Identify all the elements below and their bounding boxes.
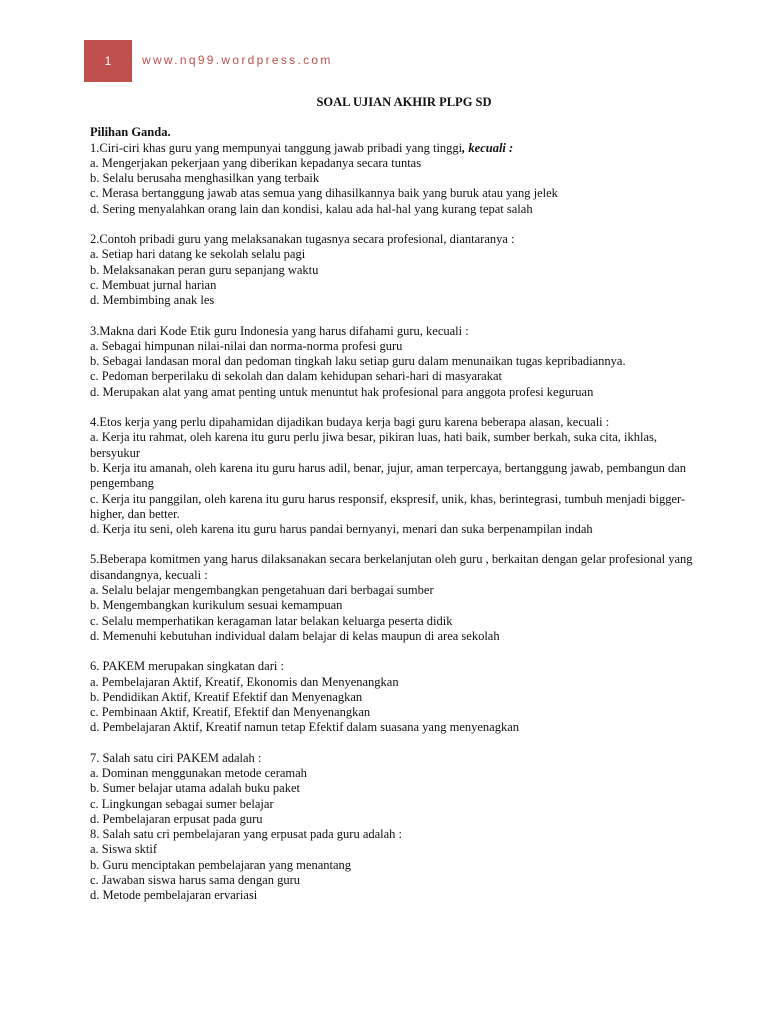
option-a: a. Mengerjakan pekerjaan yang diberikan kepadanya secara tuntas <box>90 155 422 170</box>
site-url[interactable]: www.nq99.wordpress.com <box>142 53 333 67</box>
question-8 <box>90 827 694 903</box>
option-d: d. Metode pembelajaran ervariasi <box>90 888 258 903</box>
option-d: d. Sering menyalahkan orang lain dan kondisi, kalau ada hal-hal yang kurang tepat salah <box>90 201 533 216</box>
question-stem: 2.Contoh pribadi guru yang melaksanakan tugasnya secara profesional, diantaranya : <box>90 232 515 247</box>
page-number-badge <box>84 40 132 82</box>
option-b: b. Mengembangkan kurikulum sesuai kemampuan <box>90 598 343 613</box>
question-7 <box>90 751 694 827</box>
question-2 <box>90 232 694 308</box>
option-b: b. Guru menciptakan pembelajaran yang menantang <box>90 857 352 872</box>
question-stem: 6. PAKEM merupakan singkatan dari : <box>90 659 284 674</box>
question-stem: 8. Salah satu cri pembelajaran yang erpusat pada guru adalah : <box>90 827 403 842</box>
option-c: c. Jawaban siswa harus sama dengan guru <box>90 873 301 888</box>
option-a: a. Siswa sktif <box>90 842 158 857</box>
option-b: b. Pendidikan Aktif, Kreatif Efektif dan Menyenagkan <box>90 689 363 704</box>
question-stem: 1.Ciri-ciri khas guru yang mempunyai tanggung jawab pribadi yang tinggi, kecuali : <box>90 140 514 155</box>
question-stem: 7. Salah satu ciri PAKEM adalah : <box>90 750 262 765</box>
option-c: c. Pedoman berperilaku di sekolah dan dalam kehidupan sehari-hari di masyarakat <box>90 369 503 384</box>
option-d: d. Kerja itu seni, oleh karena itu guru harus pandai bernyanyi, menari dan suka berpenampilan indah <box>90 522 593 537</box>
option-d: d. Merupakan alat yang amat penting untuk menuntut hak profesional para anggota profesi keguruan <box>90 384 594 399</box>
option-c: c. Kerja itu panggilan, oleh karena itu guru harus responsif, ekspresif, unik, khas, berintegrasi, tumbuh menjadi bigger-higher, dan better. <box>90 491 686 521</box>
question-4 <box>90 415 694 537</box>
option-d: d. Pembelajaran erpusat pada guru <box>90 811 263 826</box>
document-body <box>90 95 694 904</box>
option-b: b. Kerja itu amanah, oleh karena itu guru harus adil, benar, jujur, aman terpercaya, bertanggung jawab, pembangun dan pengembang <box>90 460 686 491</box>
option-b: b. Selalu berusaha menghasilkan yang terbaik <box>90 171 320 186</box>
option-a: a. Pembelajaran Aktif, Kreatif, Ekonomis dan Menyenangkan <box>90 674 399 689</box>
option-b: b. Sebagai landasan moral dan pedoman tingkah laku setiap guru dalam menunaikan tugas kepribadiannya. <box>90 354 626 369</box>
option-b: b. Melaksanakan peran guru sepanjang waktu <box>90 262 319 277</box>
option-a: a. Kerja itu rahmat, oleh karena itu guru perlu jiwa besar, pikiran luas, hati baik, sumber berkah, suka cita, ikhlas, bersyukur <box>90 430 658 460</box>
question-3 <box>90 324 694 400</box>
option-c: c. Selalu memperhatikan keragaman latar belakan keluarga peserta didik <box>90 613 453 628</box>
option-a: a. Sebagai himpunan nilai-nilai dan norma-norma profesi guru <box>90 338 403 353</box>
option-a: a. Selalu belajar mengembangkan pengetahuan dari berbagai sumber <box>90 583 434 598</box>
question-stem: 4.Etos kerja yang perlu dipahamidan dijadikan budaya kerja bagi guru karena beberapa alasan, kecuali : <box>90 415 610 430</box>
stem-emphasis: , kecuali : <box>462 140 514 155</box>
question-1 <box>90 141 694 217</box>
option-d: d. Memenuhi kebutuhan individual dalam belajar di kelas maupun di area sekolah <box>90 628 500 643</box>
option-d: d. Membimbing anak les <box>90 293 215 308</box>
option-c: c. Lingkungan sebagai sumer belajar <box>90 796 274 811</box>
question-stem: 5.Beberapa komitmen yang harus dilaksanakan secara berkelanjutan oleh guru , berkaitan dengan gelar profesional yang disandangnya, kecuali : <box>90 552 693 582</box>
document-title: SOAL UJIAN AKHIR PLPG SD <box>316 95 492 109</box>
page-number: 1 <box>104 54 112 68</box>
option-c: c. Membuat jurnal harian <box>90 277 217 292</box>
question-5 <box>90 552 694 644</box>
question-6 <box>90 659 694 735</box>
option-d: d. Pembelajaran Aktif, Kreatif namun tetap Efektif dalam suasana yang menyenagkan <box>90 720 520 735</box>
option-a: a. Setiap hari datang ke sekolah selalu pagi <box>90 247 306 262</box>
option-c: c. Merasa bertanggung jawab atas semua yang dihasilkannya baik yang buruk atau yang jelek <box>90 186 558 201</box>
section-label: Pilihan Ganda. <box>90 125 171 140</box>
page-header <box>84 40 724 84</box>
question-stem: 3.Makna dari Kode Etik guru Indonesia yang harus difahami guru, kecuali : <box>90 323 469 338</box>
option-b: b. Sumer belajar utama adalah buku paket <box>90 781 300 796</box>
option-a: a. Dominan menggunakan metode ceramah <box>90 765 307 780</box>
option-c: c. Pembinaan Aktif, Kreatif, Efektif dan Menyenangkan <box>90 705 371 720</box>
